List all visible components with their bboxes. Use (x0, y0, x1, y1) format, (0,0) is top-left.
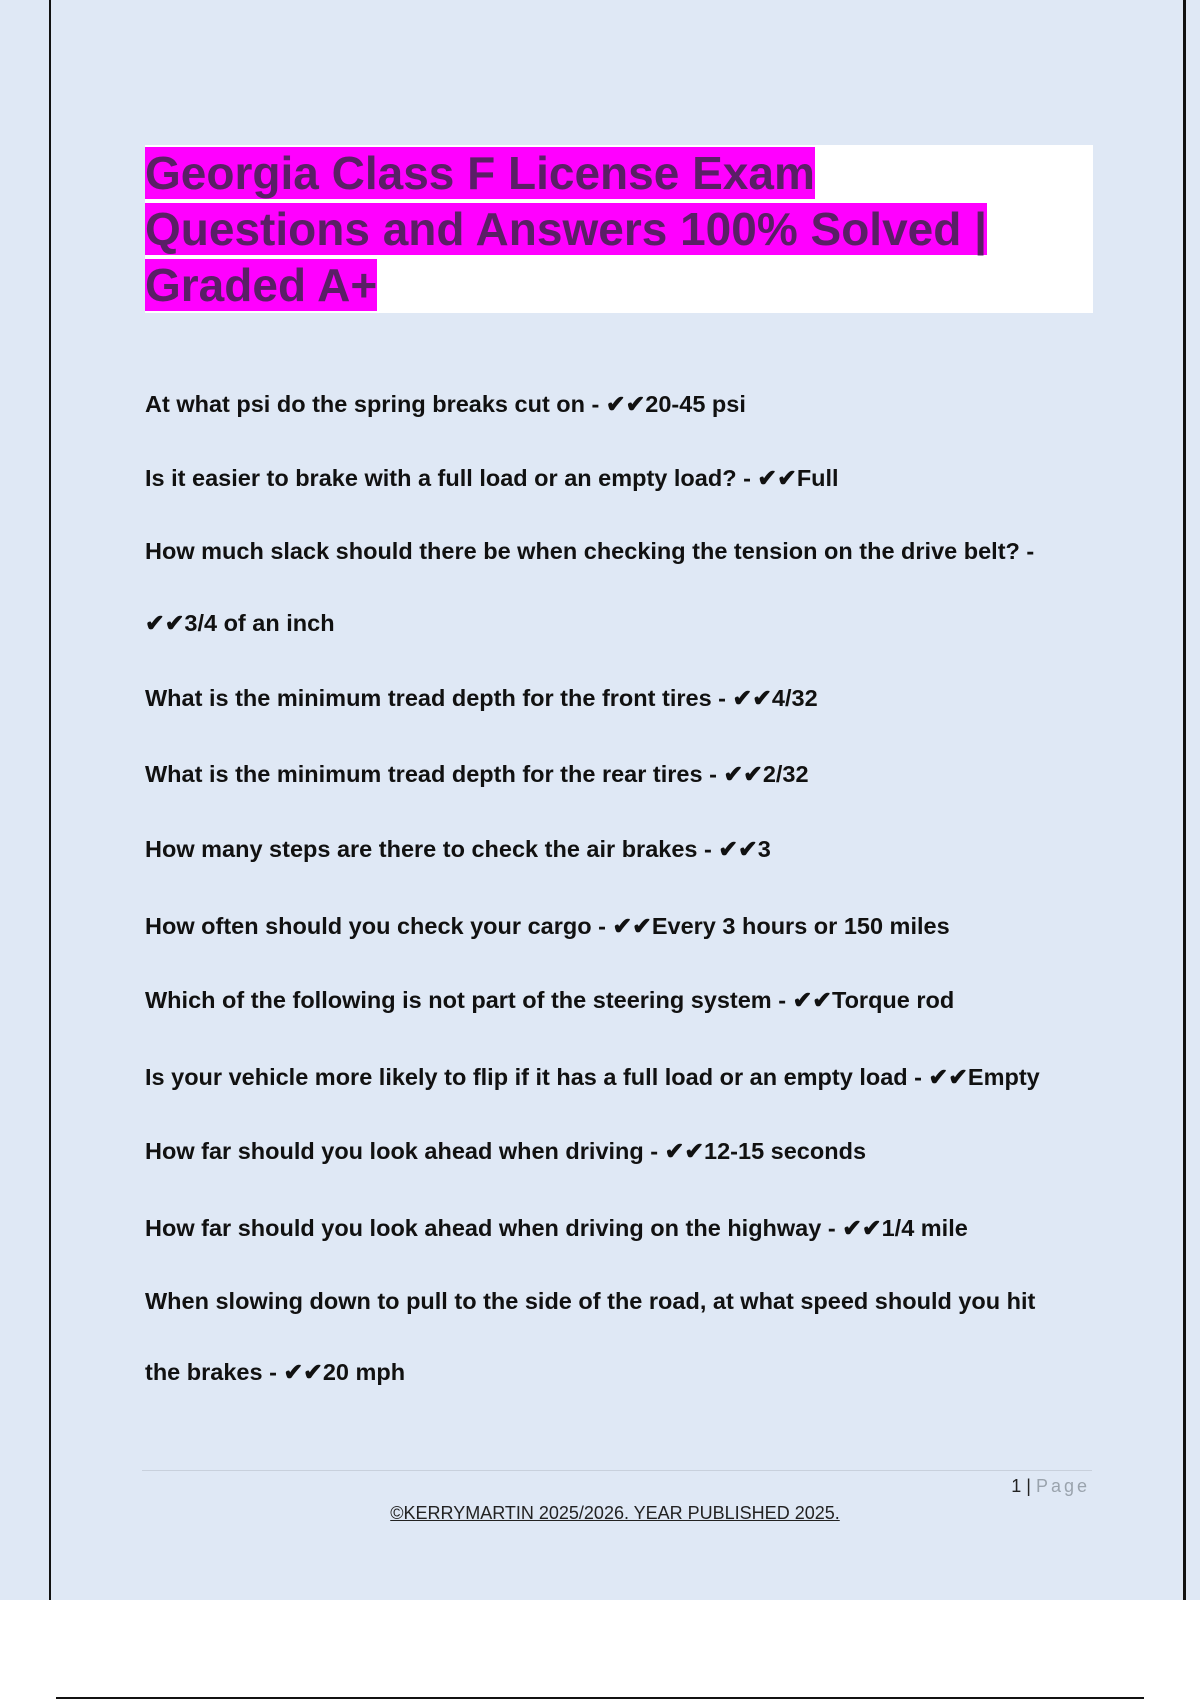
title-box (145, 145, 1093, 313)
qa-line: How many steps are there to check the air brakes - ✔✔3 (145, 836, 771, 862)
title-line-1: Georgia Class F License Exam (145, 147, 815, 199)
qa-line: How far should you look ahead when driving on the highway - ✔✔1/4 mile (145, 1215, 968, 1241)
qa-line: What is the minimum tread depth for the front tires - ✔✔4/32 (145, 685, 818, 711)
qa-line: How much slack should there be when checking the tension on the drive belt? - (145, 538, 1035, 564)
qa-line: At what psi do the spring breaks cut on - ✔✔20-45 psi (145, 391, 746, 417)
title-line-2: Questions and Answers 100% Solved | (145, 203, 987, 255)
page-label: Page (1035, 1476, 1090, 1496)
qa-line: Is your vehicle more likely to flip if it has a full load or an empty load - ✔✔Empty (145, 1064, 1040, 1090)
qa-line: How far should you look ahead when driving - ✔✔12-15 seconds (145, 1138, 867, 1164)
qa-line: How often should you check your cargo - ✔✔Every 3 hours or 150 miles (145, 913, 950, 939)
title-line-3: Graded A+ (145, 259, 378, 311)
qa-line: the brakes - ✔✔20 mph (145, 1359, 406, 1385)
qa-line: Is it easier to brake with a full load or an empty load? - ✔✔Full (145, 465, 839, 491)
page-number (980, 1474, 1090, 1498)
qa-line: ✔✔3/4 of an inch (145, 610, 335, 636)
qa-line: When slowing down to pull to the side of the road, at what speed should you hit (145, 1288, 1036, 1314)
bottom-divider (56, 1697, 1144, 1699)
footer-divider (142, 1470, 1092, 1471)
page-number-value: 1 (1011, 1476, 1022, 1496)
document-title (145, 145, 1093, 313)
page-border-right (1183, 0, 1186, 1600)
page-number-separator: | (1026, 1476, 1031, 1496)
copyright-notice: ©KERRYMARTIN 2025/2026. YEAR PUBLISHED 2025. (390, 1503, 840, 1523)
qa-line: Which of the following is not part of the steering system - ✔✔Torque rod (145, 987, 955, 1013)
page-border-left (49, 0, 51, 1600)
qa-line: What is the minimum tread depth for the rear tires - ✔✔2/32 (145, 761, 809, 787)
